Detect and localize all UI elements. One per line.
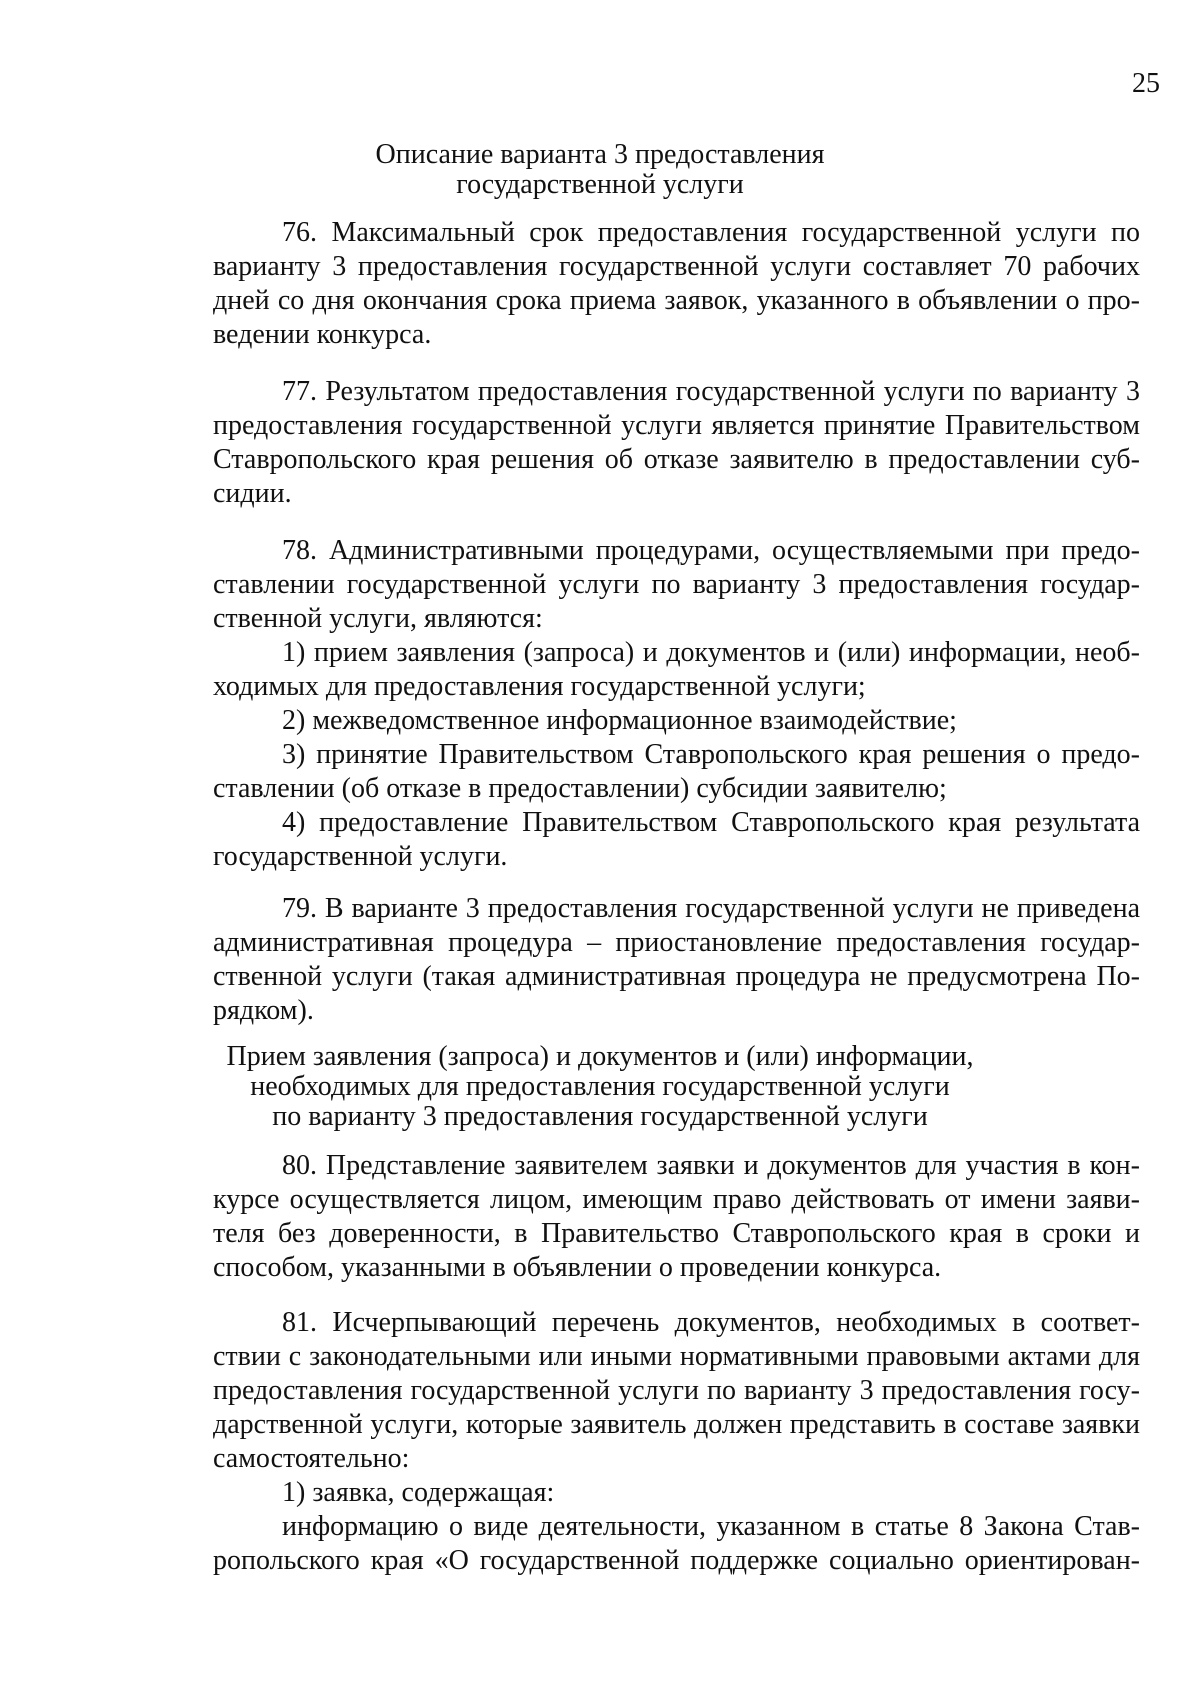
text-line: 80. Представление заявителем заявки и документов для участия в кон- — [282, 1150, 1140, 1181]
text-line: ствии с законодательными или иными нормативными правовыми актами для — [213, 1341, 1140, 1372]
text-line: курсе осуществляется лицом, имеющим право действовать от имени заяви- — [213, 1184, 1140, 1215]
list-item-1: 1) заявка, содержащая: — [282, 1477, 555, 1508]
text-line: 77. Результатом предоставления государственной услуги по варианту 3 — [282, 376, 1140, 407]
paragraph-79 — [213, 892, 1140, 1028]
paragraph-80 — [213, 1149, 1140, 1285]
heading-line: Описание варианта 3 предоставления — [375, 139, 825, 170]
text-line: ропольского края «О государственной поддержке социально ориентирован- — [213, 1545, 1140, 1576]
section-heading-application-intake — [0, 1042, 1200, 1132]
text-line: 78. Административными процедурами, осуществляемыми при предо- — [282, 535, 1140, 566]
text-line: ведении конкурса. — [213, 319, 432, 350]
paragraph-77 — [213, 375, 1140, 511]
text-line: 76. Максимальный срок предоставления государственной услуги по — [282, 217, 1140, 248]
list-item-2: 2) межведомственное информационное взаимодействие; — [282, 705, 957, 736]
text-line: теля без доверенности, в Правительство Ставропольского края в сроки и — [213, 1218, 1140, 1249]
heading-line: необходимых для предоставления государственной услуги — [250, 1071, 950, 1102]
text-line: рядком). — [213, 995, 314, 1026]
text-line: административная процедура – приостановление предоставления государ- — [213, 927, 1140, 958]
list-item-1: 1) прием заявления (запроса) и документов и (или) информации, необ- — [282, 637, 1140, 668]
paragraph-81 — [213, 1306, 1140, 1578]
text-line: Ставропольского края решения об отказе заявителю в предоставлении суб- — [213, 444, 1140, 475]
paragraph-76 — [213, 216, 1140, 352]
text-line: предоставления государственной услуги по варианту 3 предоставления госу- — [213, 1375, 1140, 1406]
text-line: самостоятельно: — [213, 1443, 410, 1474]
list-item-4: 4) предоставление Правительством Ставропольского края результата — [282, 807, 1140, 838]
heading-line: государственной услуги — [456, 169, 744, 200]
heading-line: по варианту 3 предоставления государственной услуги — [272, 1101, 928, 1132]
text-line: ственной услуги (такая административная процедура не предусмотрена По- — [213, 961, 1140, 992]
text-line: способом, указанными в объявлении о проведении конкурса. — [213, 1252, 942, 1283]
text-line: ходимых для предоставления государственной услуги; — [213, 671, 866, 702]
section-heading-variant-3 — [0, 140, 1200, 200]
text-line: ставлении (об отказе в предоставлении) субсидии заявителю; — [213, 773, 947, 804]
text-line: варианту 3 предоставления государственной услуги составляет 70 рабочих — [213, 251, 1140, 282]
text-line: сидии. — [213, 478, 292, 509]
text-line: ственной услуги, являются: — [213, 603, 543, 634]
text-line: дней со дня окончания срока приема заявок, указанного в объявлении о про- — [213, 285, 1140, 316]
text-line: дарственной услуги, которые заявитель должен представить в составе заявки — [213, 1409, 1140, 1440]
text-line: 79. В варианте 3 предоставления государственной услуги не приведена — [282, 893, 1140, 924]
page-number: 25 — [1132, 68, 1160, 99]
text-line: 81. Исчерпывающий перечень документов, необходимых в соответ- — [282, 1307, 1140, 1338]
text-line: ставлении государственной услуги по варианту 3 предоставления государ- — [213, 569, 1140, 600]
text-line: информацию о виде деятельности, указанном в статье 8 Закона Став- — [282, 1511, 1140, 1542]
list-item-3: 3) принятие Правительством Ставропольского края решения о предо- — [282, 739, 1140, 770]
paragraph-78 — [213, 534, 1140, 874]
text-line: государственной услуги. — [213, 841, 508, 872]
text-line: предоставления государственной услуги является принятие Правительством — [213, 410, 1140, 441]
heading-line: Прием заявления (запроса) и документов и (или) информации, — [226, 1041, 974, 1072]
